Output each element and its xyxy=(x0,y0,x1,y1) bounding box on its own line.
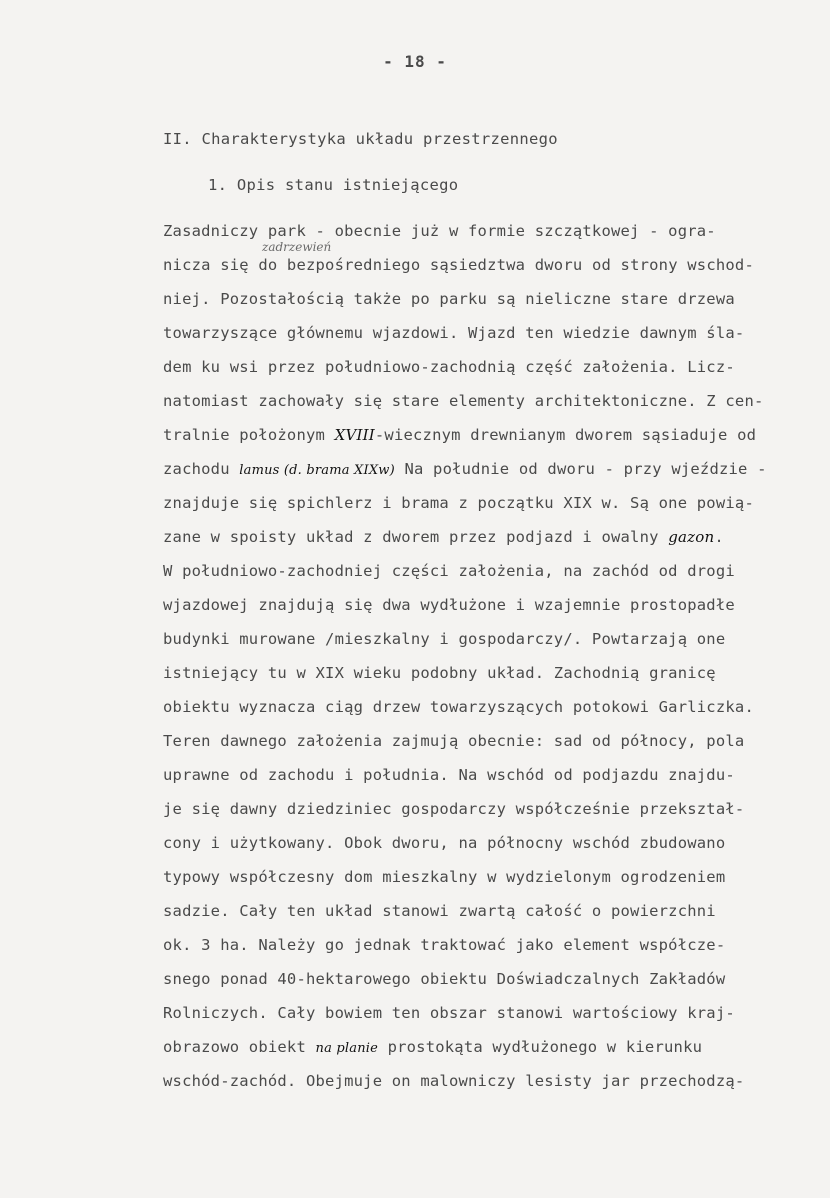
text-line: towarzyszące głównemu wjazdowi. Wjazd ten wiedzie dawnym śla- xyxy=(163,324,745,342)
text-line: Rolniczych. Cały bowiem ten obszar stanowi wartościowy kraj- xyxy=(163,1004,735,1022)
text-line: snego ponad 40-hektarowego obiektu Doświadczalnych Zakładów xyxy=(163,970,726,988)
text-line: budynki murowane /mieszkalny i gospodarczy/. Powtarzają one xyxy=(163,630,726,648)
text-line: cony i użytkowany. Obok dworu, na północny wschód zbudowano xyxy=(163,834,726,852)
subsection-heading: 1. Opis stanu istniejącego xyxy=(208,176,459,194)
section-heading: II. Charakterystyka układu przestrzennego xyxy=(163,130,558,148)
text-line: wjazdowej znajdują się dwa wydłużone i wzajemnie prostopadłe xyxy=(163,596,735,614)
text-line: sadzie. Cały ten układ stanowi zwartą całość o powierzchni xyxy=(163,902,716,920)
text-line: nicza się do bezpośredniego sąsiedztwa dworu od strony wschod- xyxy=(163,256,754,274)
handwritten-note-zadrzewien: zadrzewień xyxy=(262,240,332,254)
text-line: Zasadniczy park - obecnie już w formie szczątkowej - ogra- xyxy=(163,222,716,240)
text-line: ok. 3 ha. Należy go jednak traktować jako element współcze- xyxy=(163,936,726,954)
text-line: Teren dawnego założenia zajmują obecnie: sad od północy, pola xyxy=(163,732,745,750)
handwritten-lamus: lamus (d. brama XIXw) xyxy=(239,463,395,478)
text-line: dem ku wsi przez południowo-zachodnią część założenia. Licz- xyxy=(163,358,735,376)
text-line: znajduje się spichlerz i brama z początku XIX w. Są one powią- xyxy=(163,494,754,512)
text-line: istniejący tu w XIX wieku podobny układ. Zachodnią granicę xyxy=(163,664,716,682)
handwritten-gazon: gazon xyxy=(668,528,715,546)
text-line: je się dawny dziedziniec gospodarczy współcześnie przekształ- xyxy=(163,800,745,818)
text-line: obiektu wyznacza ciąg drzew towarzyszących potokowi Garliczka. xyxy=(163,698,754,716)
text-line: W południowo-zachodniej części założenia, na zachód od drogi xyxy=(163,562,735,580)
handwritten-na-planie: na planie xyxy=(315,1041,379,1056)
text-line: wschód-zachód. Obejmuje on malowniczy lesisty jar przechodzą- xyxy=(163,1072,745,1090)
text-line: tralnie położonym XVIII-wiecznym drewnianym dworem sąsiaduje od xyxy=(163,426,757,444)
text-line: zane w spoisty układ z dworem przez podjazd i owalny gazon. xyxy=(163,528,724,546)
handwritten-century: XVIII xyxy=(334,426,375,444)
text-line: niej. Pozostałością także po parku są nieliczne stare drzewa xyxy=(163,290,735,308)
text-line: zachodu lamus (d. brama XIXw) Na południe od dworu - przy wjeździe - xyxy=(163,460,767,478)
text-line: typowy współczesny dom mieszkalny w wydzielonym ogrodzeniem xyxy=(163,868,726,886)
page-number: - 18 - xyxy=(383,52,447,71)
text-line: uprawne od zachodu i południa. Na wschód od podjazdu znajdu- xyxy=(163,766,735,784)
text-line: obrazowo obiekt na planie prostokąta wydłużonego w kierunku xyxy=(163,1038,703,1056)
text-line: natomiast zachowały się stare elementy architektoniczne. Z cen- xyxy=(163,392,764,410)
